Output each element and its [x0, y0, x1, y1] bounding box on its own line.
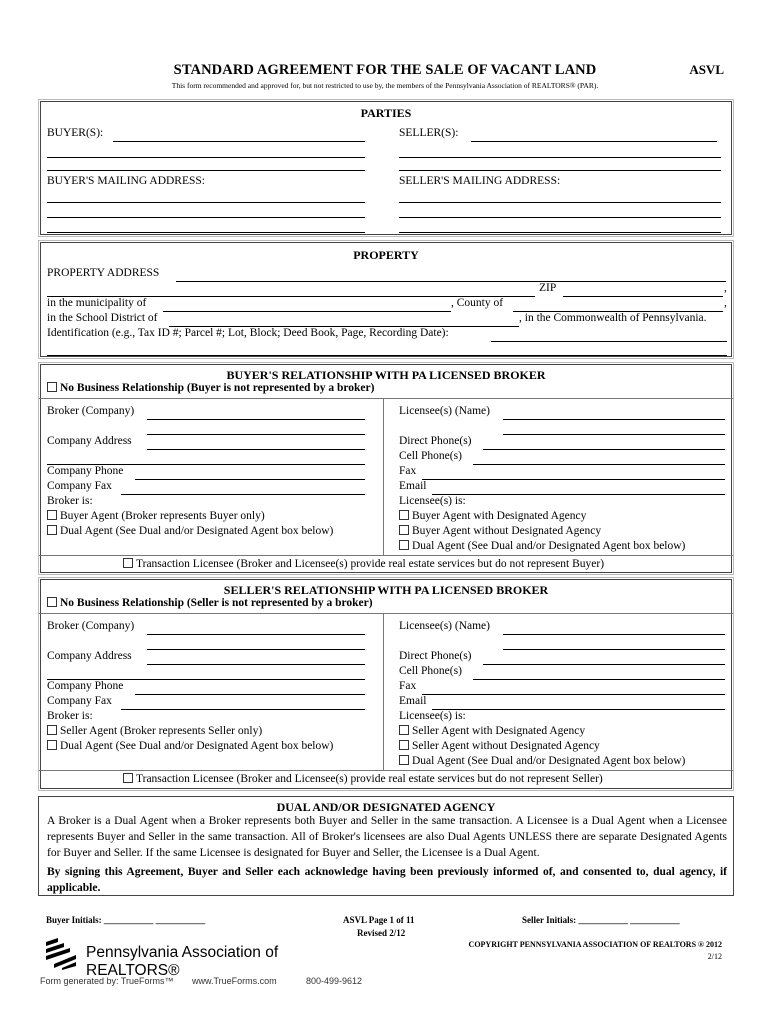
seller-broker-section [38, 577, 734, 791]
form-code: ASVL [689, 62, 724, 77]
buyer-initials[interactable]: Buyer Initials: ___________ ___________ [46, 915, 206, 925]
buyer-no-relationship[interactable]: No Business Relationship (Buyer is not represented by a broker) [47, 382, 374, 394]
seller-company-phone-field[interactable] [135, 694, 365, 695]
copyright: COPYRIGHT PENNSYLVANIA ASSOCIATION OF REALTORS ® 2012 [468, 940, 722, 949]
buyer-broker-company-field[interactable] [147, 419, 365, 420]
buyer-broker-company-label: Broker (Company) [47, 405, 135, 417]
seller-agent-option[interactable]: Seller Agent (Broker represents Seller only) [47, 725, 262, 737]
buyer-company-fax-field[interactable] [121, 494, 365, 495]
buyer-lic-without-option[interactable]: Buyer Agent without Designated Agency [399, 525, 601, 537]
buyer-address-field-3[interactable] [47, 232, 365, 233]
trueforms-phone: 800-499-9612 [306, 976, 363, 986]
form-subtitle: This form recommended and approved for, but not restricted to use by, the members of the Pennsylvania Association of REALTORS® (PAR). [171, 81, 599, 90]
buyer-direct-phone-field[interactable] [483, 449, 725, 450]
property-address-label: PROPERTY ADDRESS [47, 267, 160, 279]
checkbox[interactable] [123, 558, 133, 568]
seller-lic-without-option[interactable]: Seller Agent without Designated Agency [399, 740, 600, 752]
buyers-field[interactable] [113, 141, 365, 142]
checkbox[interactable] [123, 773, 133, 783]
checkbox[interactable] [399, 510, 409, 520]
seller-lic-dual-option[interactable]: Dual Agent (See Dual and/or Designated Agent box below) [399, 755, 685, 767]
sellers-label: SELLER(S): [399, 127, 459, 139]
property-address-field[interactable] [176, 281, 726, 282]
buyer-agent-option[interactable]: Buyer Agent (Broker represents Buyer only) [47, 510, 265, 522]
county-label: , County of [451, 297, 504, 309]
seller-fax-field[interactable] [422, 694, 725, 695]
trueforms-website[interactable]: www.TrueForms.com [192, 976, 277, 986]
buyer-address-field-1[interactable] [47, 202, 365, 203]
buyer-company-fax-label: Company Fax [47, 480, 112, 492]
dual-agency-heading: DUAL AND/OR DESIGNATED AGENCY [276, 800, 496, 814]
seller-company-phone-label: Company Phone [47, 680, 124, 692]
buyers-field-2[interactable] [47, 157, 365, 158]
dual-agency-section [38, 796, 734, 896]
sellers-field-3[interactable] [399, 170, 721, 171]
buyer-direct-phone-label: Direct Phone(s) [399, 435, 472, 447]
sellers-field[interactable] [471, 141, 717, 142]
checkbox[interactable] [47, 597, 57, 607]
checkbox[interactable] [399, 525, 409, 535]
checkbox[interactable] [47, 525, 57, 535]
buyer-cell-phone-field[interactable] [473, 464, 725, 465]
seller-licensee-is-label: Licensee(s) is: [399, 710, 466, 722]
parties-heading: PARTIES [360, 106, 412, 120]
buyer-company-address-field[interactable] [147, 449, 365, 450]
page-number: ASVL Page 1 of 11 [343, 915, 415, 925]
seller-licensees-field[interactable] [503, 634, 725, 635]
checkbox[interactable] [47, 510, 57, 520]
buyer-address-field-2[interactable] [47, 217, 365, 218]
checkbox[interactable] [47, 382, 57, 392]
seller-address-label: SELLER'S MAILING ADDRESS: [399, 175, 561, 187]
dual-agency-body: A Broker is a Dual Agent when a Broker represents both Buyer and Seller in the same transaction. A Licensee is a Dual Agent when a Licensee represents Buyer and Seller in the same transaction. All of Broker's licensees are also Dual Agents UNLESS there are separate Designated Agents for Buyer and Seller. If the same Licensee is designated for Buyer and Seller, the Licensee is a Dual Agent. [47, 815, 727, 859]
buyer-lic-designated-option[interactable]: Buyer Agent with Designated Agency [399, 510, 586, 522]
checkbox[interactable] [399, 740, 409, 750]
buyer-licensees-label: Licensee(s) (Name) [399, 405, 490, 417]
seller-licensees-field-2[interactable] [503, 649, 725, 650]
dual-agency-ack: By signing this Agreement, Buyer and Seller each acknowledge having been previously informed of, and consented to, dual agency, if applicable. [47, 866, 727, 894]
seller-email-label: Email [399, 695, 427, 707]
identification-field[interactable] [491, 341, 727, 342]
checkbox[interactable] [399, 725, 409, 735]
property-section: PROPERTY PROPERTY ADDRESS ZIP , in the municipality of , County of , in the School District of , in the Commonwealth of Pennsylvania. Identification (e.g., Tax ID #; Parcel #; Lot, Block; Deed Book, Page, Recording Date): [38, 240, 734, 359]
buyers-label: BUYER(S): [47, 127, 104, 139]
commonwealth-label: , in the Commonwealth of Pennsylvania. [519, 312, 707, 324]
checkbox[interactable] [47, 740, 57, 750]
seller-cell-phone-field[interactable] [473, 679, 725, 680]
seller-cell-phone-label: Cell Phone(s) [399, 665, 462, 677]
seller-transaction-option[interactable]: Transaction Licensee (Broker and Licensee(s) provide real estate services but do not represent Seller) [123, 773, 603, 785]
seller-direct-phone-field[interactable] [483, 664, 725, 665]
buyer-broker-section [38, 362, 734, 575]
identification-label: Identification (e.g., Tax ID #; Parcel #; Lot, Block; Deed Book, Page, Recording Date): [47, 327, 449, 339]
buyer-licensees-field[interactable] [503, 419, 725, 420]
seller-company-fax-field[interactable] [121, 709, 365, 710]
buyer-cell-phone-label: Cell Phone(s) [399, 450, 462, 462]
checkbox[interactable] [47, 725, 57, 735]
checkbox[interactable] [399, 540, 409, 550]
seller-broker-company-label: Broker (Company) [47, 620, 135, 632]
par-logo [44, 938, 344, 979]
seller-initials[interactable]: Seller Initials: ___________ ___________ [522, 915, 680, 925]
parties-section [38, 99, 734, 237]
buyer-broker-is-label: Broker is: [47, 495, 93, 507]
municipality-field[interactable] [163, 311, 451, 312]
seller-broker-company-field[interactable] [147, 634, 365, 635]
par-logo-text: Pennsylvania Association of REALTORS® [86, 944, 279, 979]
seller-no-relationship[interactable]: No Business Relationship (Seller is not represented by a broker) [47, 597, 373, 609]
buyer-email-field[interactable] [432, 494, 725, 495]
zip-label: ZIP [539, 282, 557, 294]
seller-address-field-1[interactable] [399, 202, 721, 203]
seller-company-address-field[interactable] [147, 664, 365, 665]
seller-address-field-2[interactable] [399, 217, 721, 218]
seller-broker-is-label: Broker is: [47, 710, 93, 722]
copyright-date: 2/12 [707, 952, 722, 961]
seller-direct-phone-label: Direct Phone(s) [399, 650, 472, 662]
buyer-fax-label: Fax [399, 465, 417, 477]
school-district-label: in the School District of [47, 312, 158, 324]
seller-lic-designated-option[interactable]: Seller Agent with Designated Agency [399, 725, 585, 737]
form-title: STANDARD AGREEMENT FOR THE SALE OF VACANT LAND [173, 62, 597, 78]
buyer-broker-heading: BUYER'S RELATIONSHIP WITH PA LICENSED BROKER [226, 368, 546, 382]
par-logo-icon [44, 938, 78, 970]
municipality-label: in the municipality of [47, 297, 147, 309]
zip-field[interactable] [563, 296, 723, 297]
seller-dual-option[interactable]: Dual Agent (See Dual and/or Designated Agent box below) [47, 740, 333, 752]
checkbox[interactable] [399, 755, 409, 765]
buyer-licensees-field-2[interactable] [503, 434, 725, 435]
seller-broker-heading: SELLER'S RELATIONSHIP WITH PA LICENSED BROKER [223, 583, 549, 597]
seller-broker-company-field-2[interactable] [147, 649, 365, 650]
buyers-field-3[interactable] [47, 170, 365, 171]
buyer-transaction-option[interactable]: Transaction Licensee (Broker and Licensee(s) provide real estate services but do not represent Buyer) [123, 558, 604, 570]
buyer-broker-company-field-2[interactable] [147, 434, 365, 435]
buyer-company-address-label: Company Address [47, 435, 132, 447]
seller-company-fax-label: Company Fax [47, 695, 112, 707]
buyer-company-phone-field[interactable] [135, 479, 365, 480]
revised-date: Revised 2/12 [357, 928, 406, 938]
seller-fax-label: Fax [399, 680, 417, 692]
generated-by: Form generated by: TrueForms™ [40, 976, 174, 986]
buyer-company-phone-label: Company Phone [47, 465, 124, 477]
buyer-lic-dual-option[interactable]: Dual Agent (See Dual and/or Designated Agent box below) [399, 540, 685, 552]
seller-company-address-label: Company Address [47, 650, 132, 662]
buyer-address-label: BUYER'S MAILING ADDRESS: [47, 175, 205, 187]
buyer-fax-field[interactable] [422, 479, 725, 480]
seller-address-field-3[interactable] [399, 232, 721, 233]
buyer-dual-option[interactable]: Dual Agent (See Dual and/or Designated Agent box below) [47, 525, 333, 537]
seller-licensees-label: Licensee(s) (Name) [399, 620, 490, 632]
identification-field-2[interactable] [47, 355, 727, 356]
seller-email-field[interactable] [432, 709, 725, 710]
buyer-licensee-is-label: Licensee(s) is: [399, 495, 466, 507]
sellers-field-2[interactable] [399, 157, 721, 158]
buyer-email-label: Email [399, 480, 427, 492]
property-heading: PROPERTY [353, 248, 419, 262]
